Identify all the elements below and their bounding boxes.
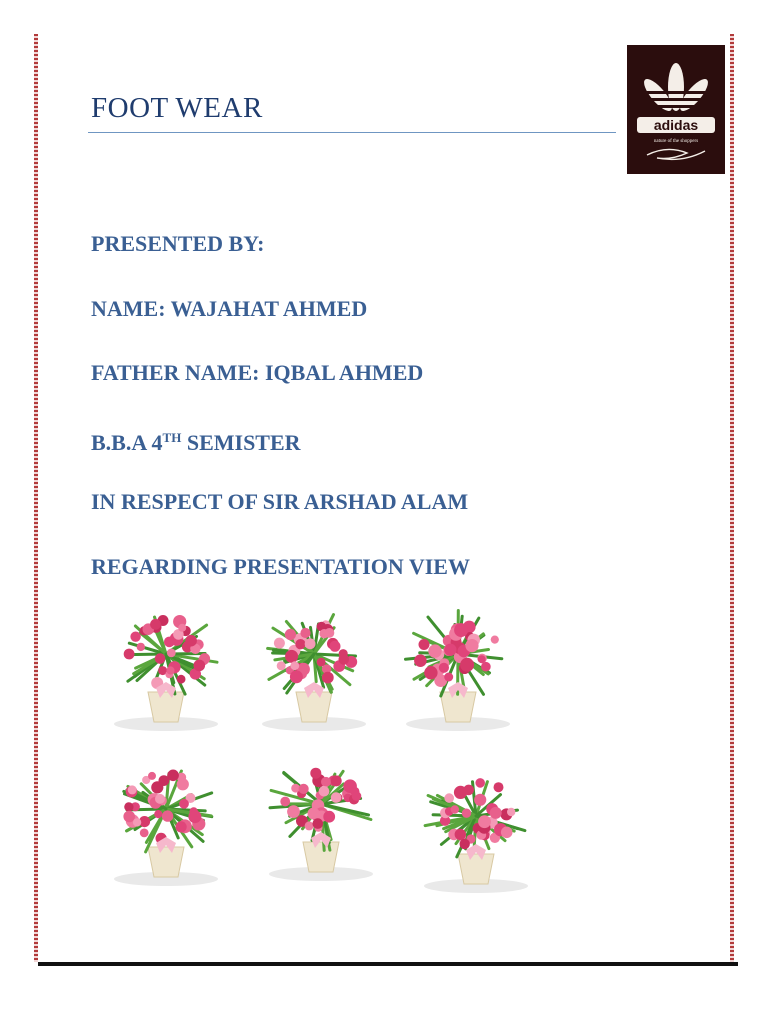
logo-tagline: nature of the shoppers (653, 139, 699, 144)
page-border-bottom (38, 962, 738, 966)
page-border-left (34, 34, 38, 962)
title-underline (88, 132, 616, 133)
flower-bouquet-icon (96, 747, 236, 892)
page-border-right (730, 34, 734, 962)
adidas-trefoil-icon (627, 45, 725, 174)
semester-suffix: SEMISTER (181, 429, 301, 455)
semester-prefix: B.B.A 4 (91, 429, 163, 455)
semester-sup: TH (162, 429, 182, 445)
adidas-logo (627, 45, 725, 174)
father-name: FATHER NAME: IQBAL AHMED (91, 360, 424, 385)
presented-by-label: PRESENTED BY: (91, 231, 265, 256)
regarding-line: REGARDING PRESENTATION VIEW (91, 553, 470, 579)
respect-line: IN RESPECT OF SIR ARSHAD ALAM (91, 489, 469, 514)
presentation-details (91, 227, 470, 614)
student-name: NAME: WAJAHAT AHMED (91, 295, 368, 321)
flower-bouquet-icon (251, 742, 391, 887)
logo-brand-text: adidas (653, 117, 699, 133)
flower-bouquet-icon (244, 592, 384, 737)
flower-bouquet-icon (388, 592, 528, 737)
flower-bouquet-icon (96, 592, 236, 737)
document-title: FOOT WEAR (91, 92, 263, 124)
flower-bouquet-icon (406, 754, 546, 899)
semester-line (91, 421, 470, 486)
